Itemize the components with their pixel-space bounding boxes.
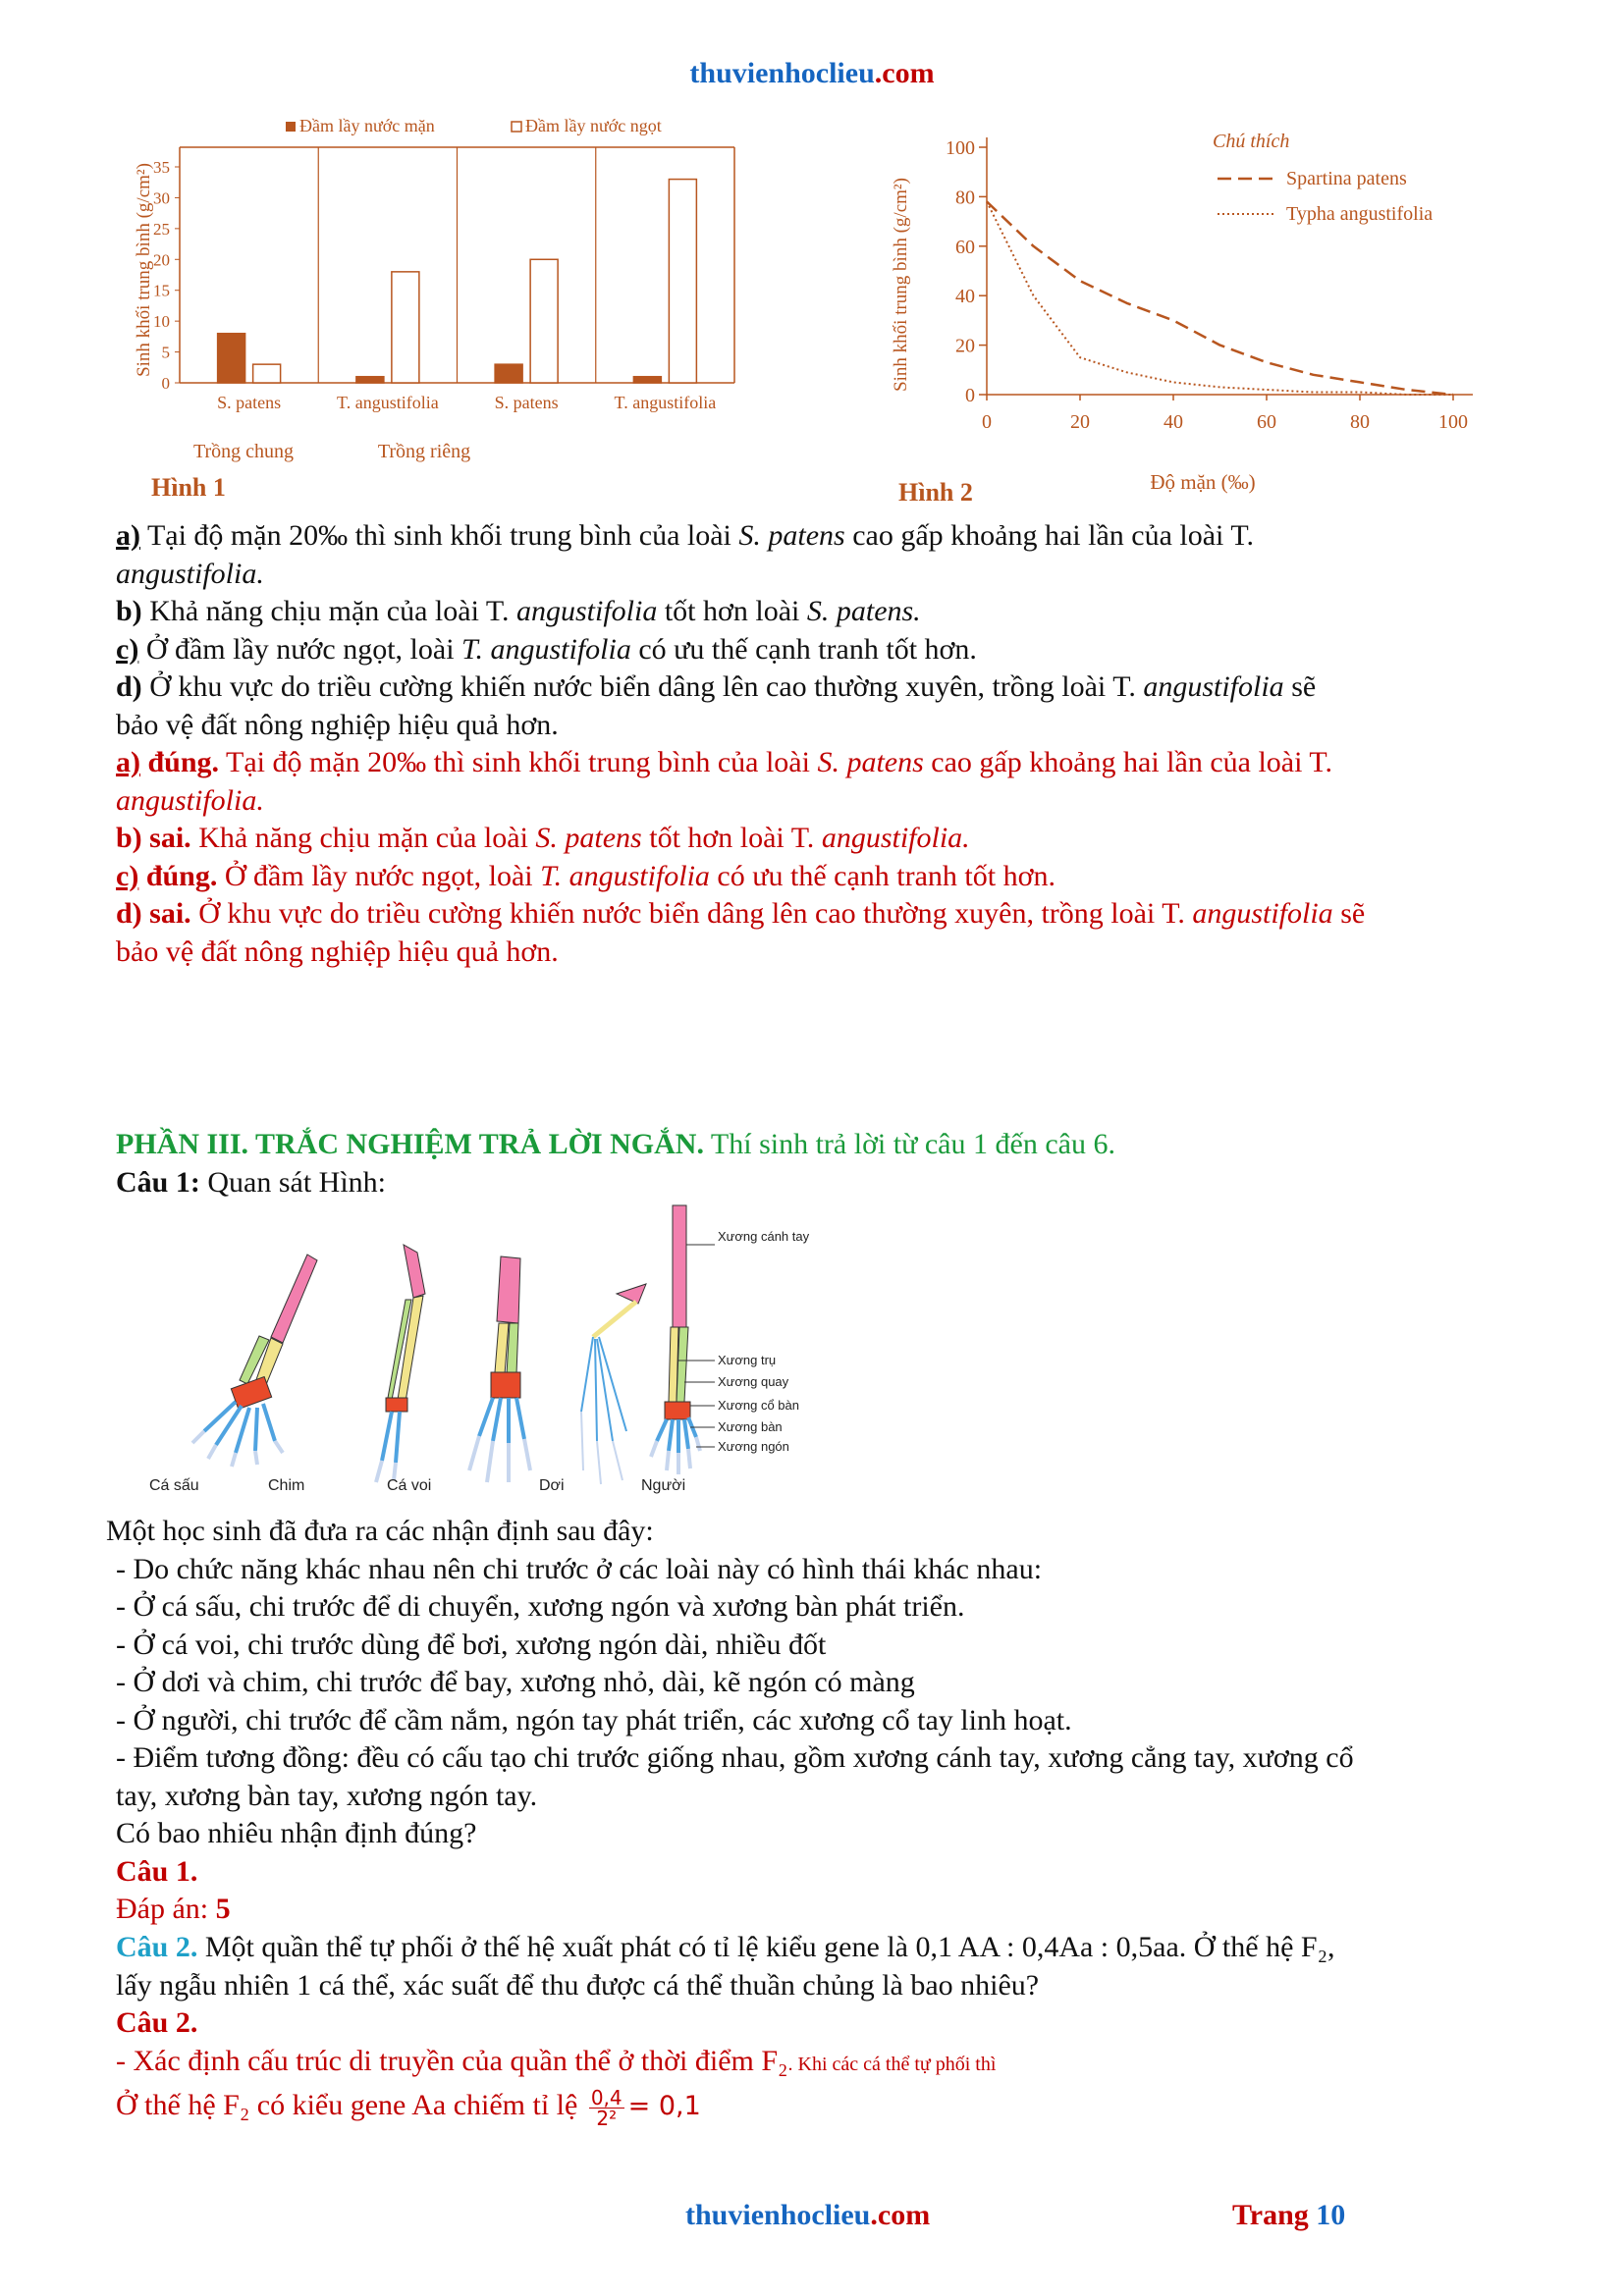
series-line-typha xyxy=(987,201,1453,395)
human-forelimb xyxy=(651,1205,810,1474)
answer-b-species2: angustifolia. xyxy=(821,822,970,854)
q2-answer-label-text: Câu 2. xyxy=(116,2006,198,2039)
answer-b-text2: tốt hơn loài T. xyxy=(641,822,822,854)
site-domain: .com xyxy=(874,57,935,89)
question-1-label: Câu 1: xyxy=(116,1165,200,1199)
answer-d-cont xyxy=(116,934,1530,972)
y-tick-label: 20 xyxy=(153,250,170,270)
bar-fresh-marsh xyxy=(669,180,696,383)
answer-a-verdict: đúng. xyxy=(140,746,220,778)
y-tick-label: 15 xyxy=(153,281,170,300)
q1-item: - Điểm tương đồng: đều có cấu tạo chi trước giống nhau, gồm xương cánh tay, xương cẳng tay, xương cổ xyxy=(116,1741,1354,1774)
answer-c-species: T. angustifolia xyxy=(540,859,710,892)
q1-item: - Ở dơi và chim, chi trước để bay, xương nhỏ, dài, kẽ ngón có màng xyxy=(116,1666,915,1698)
statement-d-text3: bảo vệ đất nông nghiệp hiệu quả hơn. xyxy=(116,708,559,741)
y-tick-label: 35 xyxy=(153,158,170,177)
statement-b-text1: Khả năng chịu mặn của loài T. xyxy=(141,595,516,627)
label-ulna: Xương trụ xyxy=(718,1353,777,1367)
answer-c-text2: có ưu thế cạnh tranh tốt hơn. xyxy=(709,859,1056,892)
statement-a-species: S. patens xyxy=(738,519,845,552)
y-tick-label: 80 xyxy=(955,187,975,209)
statement-c-marker: c) xyxy=(116,632,139,666)
figure-1-y-axis-label: Sinh khối trung bình (g/cm²) xyxy=(134,163,154,377)
site-header xyxy=(0,57,1624,90)
part-3-subtitle: Thí sinh trả lời từ câu 1 đến câu 6. xyxy=(703,1128,1115,1160)
x-category-label: T. angustifolia xyxy=(337,393,439,412)
x-tick-label: 100 xyxy=(1438,411,1468,433)
x-category-label: T. angustifolia xyxy=(614,393,717,412)
statements xyxy=(116,517,1530,971)
answer-d-species: angustifolia xyxy=(1192,897,1333,930)
question-1-prompt: Có bao nhiêu nhận định đúng? xyxy=(116,1817,477,1849)
statement-b-species2: S. patens. xyxy=(806,595,921,627)
statement-a-cont xyxy=(116,556,1530,594)
animal-label-crocodile: Cá sấu xyxy=(149,1477,199,1494)
legend-salt-swatch xyxy=(286,122,296,132)
question-2-label: Câu 2. xyxy=(116,1931,198,1963)
footer-site-name: thuvienhoclieu xyxy=(685,2199,871,2231)
y-tick-label: 20 xyxy=(955,335,975,357)
answer-c-text1: Ở đầm lầy nước ngọt, loài xyxy=(217,859,541,892)
label-phalanges: Xương ngón xyxy=(718,1439,789,1454)
answer-a-marker: a) xyxy=(116,746,140,778)
legend-fresh-swatch xyxy=(512,122,521,132)
question-1-answer-label xyxy=(106,1853,1520,1892)
statement-d-text1: Ở khu vực do triều cường khiến nước biển dâng lên cao thường xuyên, trồng loài T. xyxy=(141,670,1144,703)
x-tick-label: 20 xyxy=(1070,411,1090,433)
q2-solution-text-1a: - Xác định cấu trúc di truyền của quần thể ở thời điểm F₂ xyxy=(116,2044,788,2077)
q2-fraction-denominator: 2² xyxy=(596,2106,618,2130)
answer-b-text1: Khả năng chịu mặn của loài xyxy=(190,822,536,854)
figure-2-y-axis-label: Sinh khối trung bình (g/cm²) xyxy=(891,178,911,392)
y-tick-label: 30 xyxy=(153,188,170,208)
q1-answer-prefix: Đáp án: xyxy=(116,1893,216,1925)
whale-forelimb xyxy=(469,1256,530,1482)
statement-d-text2: sẽ xyxy=(1283,670,1317,703)
statement-a-marker: a) xyxy=(116,519,140,552)
animal-label-bird: Chim xyxy=(268,1477,305,1494)
y-tick-label: 0 xyxy=(965,385,975,406)
statement-c-species: T. angustifolia xyxy=(461,632,631,666)
animal-label-bat: Dơi xyxy=(539,1477,565,1494)
bar-fresh-marsh xyxy=(392,272,419,383)
answer-c-verdict: đúng. xyxy=(138,859,218,892)
statement-a-text2: cao gấp khoảng hai lần của loài T. xyxy=(844,519,1254,552)
q1-answer-value: 5 xyxy=(215,1893,231,1925)
statement-a-text1: Tại độ mặn 20‰ thì sinh khối trung bình của loài xyxy=(140,519,739,552)
answer-a-text2: cao gấp khoảng hai lần của loài T. xyxy=(923,746,1333,778)
statement-d xyxy=(116,668,1530,707)
bat-forelimb xyxy=(581,1284,646,1484)
q1-item: - Do chức năng khác nhau nên chi trước ở các loài này có hình thái khác nhau: xyxy=(116,1552,1043,1585)
footer-site xyxy=(685,2199,930,2232)
answer-b-marker: b) sai. xyxy=(116,822,191,854)
q2-result: = 0,1 xyxy=(627,2091,701,2121)
q1-item: - Ở cá sấu, chi trước để di chuyển, xương ngón và xương bàn phát triển. xyxy=(116,1590,965,1623)
statement-b-marker: b) xyxy=(116,595,142,627)
legend-title: Chú thích xyxy=(1213,131,1290,152)
bar-salt-marsh xyxy=(495,364,522,383)
statement-d-marker: d) xyxy=(116,670,142,703)
q2-fraction-numerator: 0,4 xyxy=(590,2085,623,2109)
answer-d-text3: bảo vệ đất nông nghiệp hiệu quả hơn. xyxy=(116,934,559,968)
q2-fraction xyxy=(589,2085,624,2130)
y-tick-label: 60 xyxy=(955,236,975,258)
statement-c xyxy=(116,631,1530,669)
x-tick-label: 80 xyxy=(1350,411,1370,433)
question-2-line-2: lấy ngẫu nhiên 1 cá thể, xác suất để thu được cá thể thuần chủng là bao nhiêu? xyxy=(116,1968,1040,2002)
question-2-text-1: Một quần thể tự phối ở thế hệ xuất phát có tỉ lệ kiểu gene là 0,1 AA : 0,4Aa : 0,5aa. Ở thế hệ F₂, xyxy=(197,1931,1335,1963)
question-1-text: Quan sát Hình: xyxy=(199,1165,386,1199)
question-1-body xyxy=(106,1513,1520,1929)
animal-label-whale: Cá voi xyxy=(387,1477,432,1494)
answer-d xyxy=(116,895,1530,934)
part-3-title: PHẦN III. TRẮC NGHIỆM TRẢ LỜI NGẮN. xyxy=(116,1128,704,1160)
series-line-spartina xyxy=(987,201,1453,395)
bird-forelimb xyxy=(376,1245,425,1482)
part-3-heading xyxy=(116,1126,1530,1164)
question-2-line-1 xyxy=(116,1929,1530,1967)
question-2-solution-line-2 xyxy=(116,2087,1530,2128)
statement-b xyxy=(116,593,1530,631)
figure-2-legend xyxy=(1213,131,1433,225)
answer-a xyxy=(116,744,1530,782)
group-label-together: Trồng chung xyxy=(192,441,295,462)
y-tick-label: 5 xyxy=(161,343,170,362)
figure-1-caption: Hình 1 xyxy=(151,473,226,502)
y-tick-label: 100 xyxy=(946,137,975,159)
x-tick-label: 0 xyxy=(982,411,992,433)
site-name: thuvienhoclieu xyxy=(689,57,875,89)
question-2-solution-line-1 xyxy=(116,2043,1530,2084)
statement-d-species: angustifolia xyxy=(1143,670,1284,703)
question-1-intro: Một học sinh đã đưa ra các nhận định sau đây: xyxy=(106,1515,654,1547)
animal-label-human: Người xyxy=(641,1477,686,1494)
footer-page-label: Trang xyxy=(1232,2199,1317,2231)
legend-fresh-label: Đầm lầy nước ngọt xyxy=(525,116,662,135)
legend-salt-label: Đầm lầy nước mặn xyxy=(299,116,435,135)
x-tick-label: 60 xyxy=(1257,411,1276,433)
question-2-answer-label xyxy=(116,2004,1530,2043)
q2-solution-text-2: Ở thế hệ F₂ có kiểu gene Aa chiếm tỉ lệ xyxy=(116,2089,585,2121)
statement-c-text2: có ưu thế cạnh tranh tốt hơn. xyxy=(630,632,977,666)
label-metacarpal: Xương bàn xyxy=(718,1419,783,1434)
bar-fresh-marsh xyxy=(253,364,281,383)
figure-1-legend xyxy=(286,116,662,135)
forelimb-homology-figure xyxy=(116,1196,823,1505)
q2-solution-text-1b: . Khi các cá thể tự phối thì xyxy=(787,2053,997,2075)
statement-d-cont xyxy=(116,707,1530,745)
answer-c xyxy=(116,858,1530,896)
answer-b xyxy=(116,820,1530,858)
bar-fresh-marsh xyxy=(530,259,558,383)
y-tick-label: 10 xyxy=(153,312,170,332)
crocodile-forelimb xyxy=(192,1255,317,1467)
answer-a-species2: angustifolia. xyxy=(116,783,264,817)
footer-page xyxy=(1232,2199,1345,2232)
part-3-section xyxy=(116,1126,1530,1201)
y-tick-label: 40 xyxy=(955,286,975,308)
figure-1-bar-chart xyxy=(126,108,803,510)
q1-item: - Ở người, chi trước để cầm nắm, ngón tay phát triển, các xương cổ tay linh hoạt. xyxy=(116,1703,1072,1736)
x-category-label: S. patens xyxy=(217,393,282,412)
bar-salt-marsh xyxy=(633,377,661,383)
figure-1-axes xyxy=(180,147,734,383)
answer-a-text1: Tại độ mặn 20‰ thì sinh khối trung bình của loài xyxy=(219,746,818,778)
statement-a xyxy=(116,517,1530,556)
label-carpal: Xương cổ bàn xyxy=(718,1398,800,1413)
answer-b-species: S. patens xyxy=(535,822,642,854)
x-category-label: S. patens xyxy=(494,393,559,412)
footer-page-number: 10 xyxy=(1316,2199,1346,2231)
q1-item: - Ở cá voi, chi trước dùng để bơi, xương ngón dài, nhiều đốt xyxy=(116,1628,827,1661)
group-label-separate: Trồng riêng xyxy=(377,441,471,462)
figure-2-lines xyxy=(987,201,1453,395)
label-humerus: Xương cánh tay xyxy=(718,1229,810,1244)
statement-b-species: angustifolia xyxy=(515,595,658,627)
bar-salt-marsh xyxy=(356,377,384,383)
answer-c-marker: c) xyxy=(116,859,139,892)
y-tick-label: 25 xyxy=(153,219,170,239)
answer-a-cont xyxy=(116,782,1530,821)
answer-a-species: S. patens xyxy=(817,746,924,778)
q1-answer-label-text: Câu 1. xyxy=(116,1854,198,1888)
answer-d-text2: sẽ xyxy=(1332,897,1366,930)
y-tick-label: 0 xyxy=(161,374,170,393)
answer-d-text1: Ở khu vực do triều cường khiến nước biển dâng lên cao thường xuyên, trồng loài T. xyxy=(190,897,1193,930)
q1-item: tay, xương bàn tay, xương ngón tay. xyxy=(116,1779,538,1812)
figure-2-x-axis-label: Độ mặn (‰) xyxy=(1150,470,1256,494)
statement-a-species2: angustifolia. xyxy=(116,557,264,590)
footer-site-domain: .com xyxy=(870,2199,931,2231)
legend-typha-label: Typha angustifolia xyxy=(1286,203,1434,225)
legend-spartina-label: Spartina patens xyxy=(1286,168,1407,189)
bar-salt-marsh xyxy=(218,334,245,383)
statement-b-text2: tốt hơn loài xyxy=(657,595,807,627)
statement-c-text1: Ở đầm lầy nước ngọt, loài xyxy=(138,632,462,666)
question-2 xyxy=(116,1929,1530,2128)
figure-2-line-chart xyxy=(879,118,1517,510)
label-radius: Xương quay xyxy=(718,1374,789,1389)
figure-2-caption: Hình 2 xyxy=(898,478,973,507)
question-1-answer xyxy=(106,1891,1520,1929)
x-tick-label: 40 xyxy=(1164,411,1183,433)
answer-d-marker: d) sai. xyxy=(116,897,191,930)
